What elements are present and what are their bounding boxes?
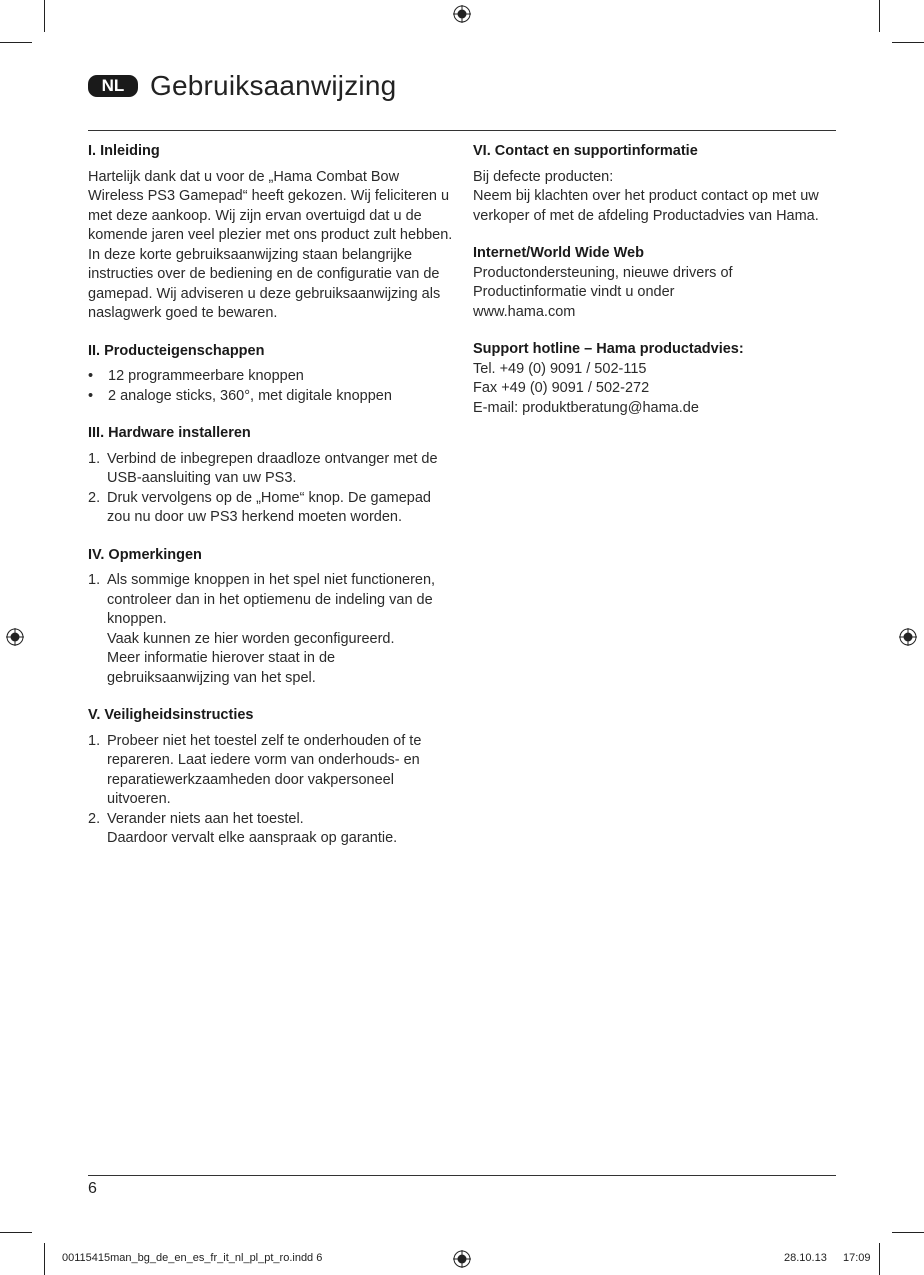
step-number: 2.: [88, 810, 101, 827]
section-web: [473, 244, 833, 322]
safety-line: Probeer niet het toestel zelf te onderhouden of te repareren. Laat iedere vorm van onderhouds- en reparatiewerkzaamheden door vakpersoneel uitvoeren.: [107, 732, 422, 807]
feature-list: [88, 367, 458, 406]
section-hotline: [473, 340, 833, 418]
crop-mark: [892, 1232, 924, 1233]
left-column: [88, 142, 458, 867]
registration-mark-icon: [453, 1250, 471, 1268]
remark-line: Als sommige knoppen in het spel niet functioneren, controleer dan in het optiemenu de indeling van de knoppen.: [107, 572, 436, 627]
page-title: Gebruiksaanwijzing: [150, 70, 397, 101]
hotline-heading: Support hotline – Hama productadvies:: [473, 341, 744, 357]
step-number: 1.: [88, 450, 101, 467]
list-item: [88, 732, 458, 810]
footer-rule: [88, 1175, 836, 1176]
section-intro: [88, 142, 458, 324]
section-safety: [88, 706, 458, 849]
step-text: Verbind de inbegrepen draadloze ontvanger met de USB-aansluiting van uw PS3.: [107, 450, 438, 486]
registration-mark-icon: [453, 5, 471, 23]
footer-time: 17:09: [843, 1252, 871, 1264]
list-item: • 12 programmeerbare knoppen: [88, 367, 458, 387]
section-heading: VI. Contact en supportinformatie: [473, 143, 698, 159]
list-item: [88, 489, 458, 528]
crop-mark: [44, 0, 45, 32]
footer-date: 28.10.13: [784, 1252, 827, 1264]
section-heading: I. Inleiding: [88, 143, 160, 159]
registration-mark-icon: [899, 628, 917, 646]
website-link[interactable]: www.hama.com: [473, 303, 576, 320]
crop-mark: [0, 42, 32, 43]
remark-line: Vaak kunnen ze hier worden geconfigureerd.: [107, 630, 395, 647]
section-hardware: [88, 424, 458, 528]
remarks-list: [88, 571, 458, 688]
list-item: [88, 571, 458, 688]
step-text: Druk vervolgens op de „Home“ knop. De gamepad zou nu door uw PS3 herkend moeten worden.: [107, 489, 431, 525]
section-features: [88, 342, 458, 407]
step-number: 2.: [88, 489, 101, 506]
intro-text: Hartelijk dank dat u voor de „Hama Combat Bow Wireless PS3 Gamepad“ heeft gekozen. Wij feliciteren u met deze aankoop. Wij zijn ervan overtuigd dat u de komende jaren veel plezier met ons product zult hebben. In deze korte gebruiksaanwijzing staan belangrijke instructies over de bediening en de configuratie van de gamepad. Wij adviseren u deze gebruiksaanwijzing als naslagwerk goed te bewaren.: [88, 168, 453, 321]
crop-mark: [44, 1243, 45, 1275]
defect-text: Neem bij klachten over het product contact op met uw verkoper of met de afdeling Productadvies van Hama.: [473, 188, 819, 224]
footer-filename: 00115415man_bg_de_en_es_fr_it_nl_pl_pt_ro.indd 6: [62, 1252, 323, 1264]
language-badge: NL: [88, 75, 138, 97]
registration-mark-icon: [6, 628, 24, 646]
section-remarks: [88, 546, 458, 689]
section-heading: II. Producteigenschappen: [88, 342, 265, 359]
safety-line: Verander niets aan het toestel.: [107, 810, 304, 827]
phone-number: Tel. +49 (0) 9091 / 502-115: [473, 360, 647, 377]
safety-list: [88, 732, 458, 849]
section-heading: V. Veiligheidsinstructies: [88, 707, 254, 723]
list-item: • 2 analoge sticks, 360°, met digitale knoppen: [88, 387, 458, 407]
crop-mark: [879, 1243, 880, 1275]
web-line: Productinformatie vindt u onder: [473, 284, 675, 300]
section-contact: [473, 142, 833, 226]
crop-mark: [0, 1232, 32, 1233]
fax-number: Fax +49 (0) 9091 / 502-272: [473, 380, 650, 396]
web-line: Productondersteuning, nieuwe drivers of: [473, 264, 733, 281]
right-column: [473, 142, 833, 436]
header-rule: [88, 130, 836, 131]
section-heading: III. Hardware installeren: [88, 425, 251, 441]
email-address[interactable]: E-mail: produktberatung@hama.de: [473, 399, 699, 416]
page-number: 6: [88, 1180, 97, 1197]
safety-line: Daardoor vervalt elke aanspraak op garantie.: [107, 830, 398, 846]
section-heading: IV. Opmerkingen: [88, 546, 202, 563]
page-header: [88, 70, 396, 102]
remark-line: Meer informatie hierover staat in de gebruiksaanwijzing van het spel.: [107, 650, 336, 686]
hardware-steps: [88, 450, 458, 528]
list-item: [88, 450, 458, 489]
web-heading: Internet/World Wide Web: [473, 245, 644, 261]
step-number: 1.: [88, 572, 101, 588]
step-number: 1.: [88, 732, 101, 749]
crop-mark: [879, 0, 880, 32]
defect-label: Bij defecte producten:: [473, 168, 614, 185]
crop-mark: [892, 42, 924, 43]
list-item: [88, 810, 458, 849]
